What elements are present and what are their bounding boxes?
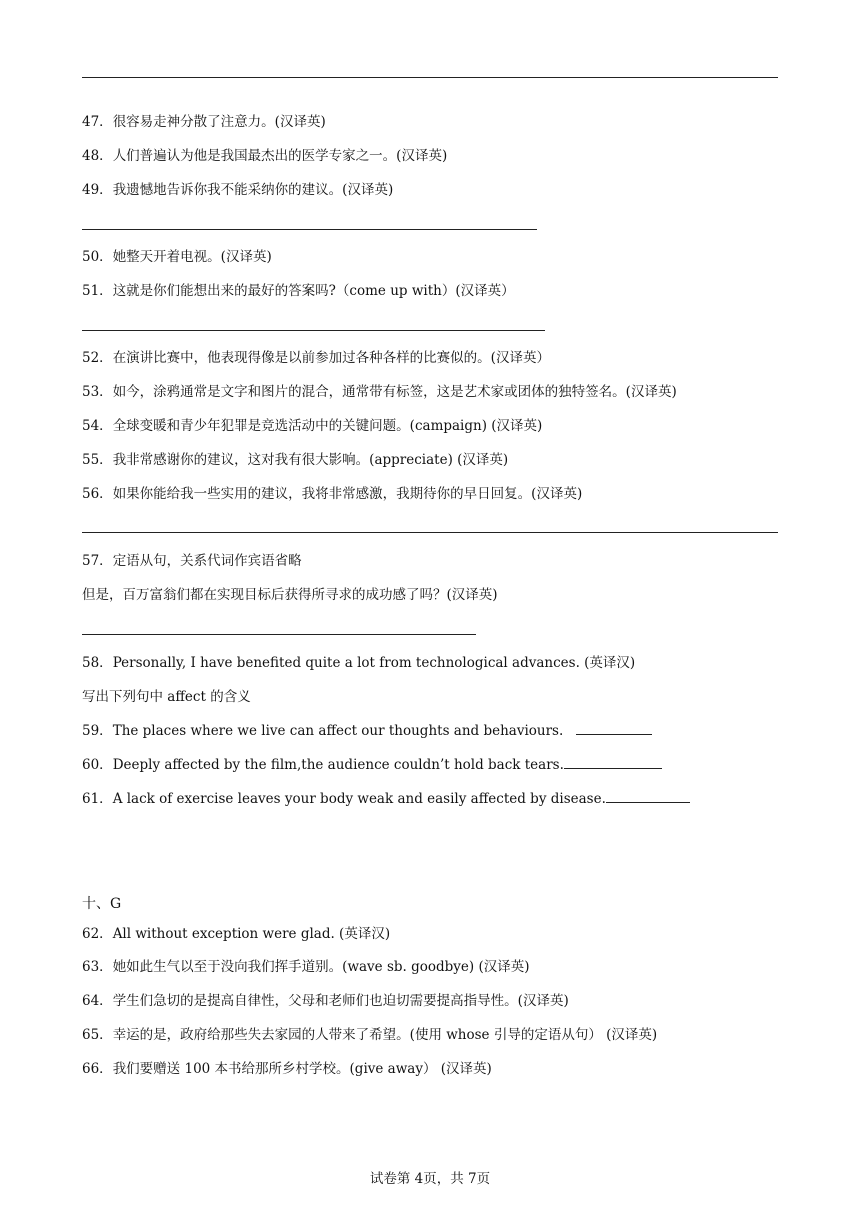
answer-rule-49 <box>82 229 537 230</box>
answer-blank-59[interactable] <box>576 722 652 735</box>
question-59: 59．The places where we live can affect our thoughts and behaviours. <box>82 722 652 740</box>
answer-rule-51 <box>82 330 545 331</box>
question-58: 58．Personally, I have benefited quite a lot from technological advances. (英译汉) <box>82 655 636 671</box>
answer-blank-61[interactable] <box>606 790 690 803</box>
top-rule <box>82 77 778 78</box>
question-64: 64．学生们急切的是提高自律性，父母和老师们也迫切需要提高指导性。(汉译英) <box>82 993 569 1009</box>
answer-rule-57 <box>82 634 476 635</box>
question-56: 56．如果你能给我一些实用的建议，我将非常感激，我期待你的早日回复。(汉译英) <box>82 486 583 502</box>
question-51: 51．这就是你们能想出来的最好的答案吗?（come up with）(汉译英） <box>82 283 515 299</box>
question-61: 61．A lack of exercise leaves your body weak and easily affected by disease. <box>82 790 690 808</box>
question-50: 50．她整天开着电视。(汉译英) <box>82 249 272 265</box>
question-60: 60．Deeply affected by the film,the audience couldn’t hold back tears. <box>82 756 662 774</box>
question-53: 53．如今，涂鸦通常是文字和图片的混合，通常带有标签，这是艺术家或团体的独特签名。(汉译英) <box>82 384 677 400</box>
question-47: 47．很容易走神分散了注意力。(汉译英) <box>82 114 326 130</box>
answer-blank-60[interactable] <box>564 756 662 769</box>
question-57-sentence: 但是，百万富翁们都在实现目标后获得所寻求的成功感了吗？(汉译英) <box>82 587 498 603</box>
question-52: 52．在演讲比赛中，他表现得像是以前参加过各种各样的比赛似的。(汉译英） <box>82 350 550 366</box>
instruction-affect: 写出下列句中 affect 的含义 <box>82 689 251 705</box>
question-55: 55．我非常感谢你的建议，这对我有很大影响。(appreciate) (汉译英) <box>82 452 509 468</box>
question-48: 48．人们普遍认为他是我国最杰出的医学专家之一。(汉译英) <box>82 148 448 164</box>
question-66: 66．我们要赠送 100 本书给那所乡村学校。(give away） (汉译英) <box>82 1061 492 1077</box>
question-54: 54．全球变暖和青少年犯罪是竞选活动中的关键问题。(campaign) (汉译英) <box>82 418 543 434</box>
page-footer: 试卷第 4页，共 7页 <box>369 1171 491 1187</box>
question-49: 49．我遗憾地告诉你我不能采纳你的建议。(汉译英) <box>82 182 394 198</box>
question-62: 62．All without exception were glad. (英译汉) <box>82 926 391 942</box>
question-65: 65．幸运的是，政府给那些失去家园的人带来了希望。(使用 whose 引导的定语从句） (汉译英) <box>82 1027 658 1043</box>
question-57: 57．定语从句，关系代词作宾语省略 <box>82 553 302 569</box>
section-title: 十、G <box>82 896 122 912</box>
question-63: 63．她如此生气以至于没向我们挥手道别。(wave sb. goodbye) (汉译英) <box>82 959 530 975</box>
answer-rule-56 <box>82 532 778 533</box>
